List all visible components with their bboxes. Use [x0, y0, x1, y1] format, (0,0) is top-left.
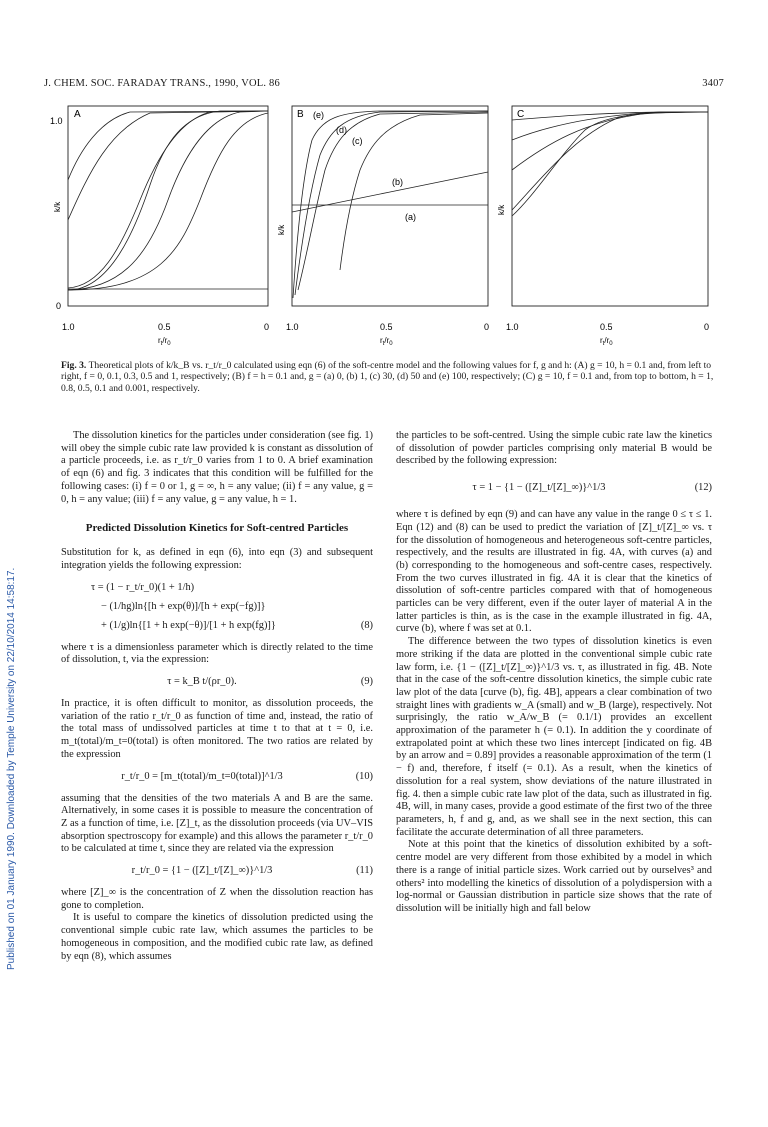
panel-b-xlabel: $r_t/r_0$: [380, 336, 393, 347]
curve-a-top2: [68, 111, 268, 220]
panel-b-label: B: [297, 109, 304, 120]
paragraph: The difference between the two types of dissolution kinetics is even more striking if the data are plotted in the conventional simple cubic rate law form, i.e. {1 − ([Z]_t/[Z]_∞)}^1/3 vs. τ, as illustrated in fig. 4B. Note that in the case of the soft-centre dissolution kinetics, the simple cubic rate law plot of the data [curve (b), fig. 4B], appears a clear combination of two straight lines with gradients w_A (small) and w_B (large), respectively. Not surprisingly, the ratio w_A/w_B (= 0.1/1) provides an excellent approximation of the parameter h (= 0.1). In addition the y coordinate of extrapolated point at which these two lines intercept [indicated on fig. 4B by an arrow and = 0.89] provides a reasonable approximation of the term (1 − f) and, therefore, f itself (= 0.1). As a result, when the kinetics of dissolution for a real system, show deviations of the nature illustrated in fig. 4. then a simple cubic rate law plot of the data, such as illustrated in fig. 4B, will, in many cases, provide a good estimate of the first two of the three parameters, h, f and g, and, as we shall see in the next section, this can facilitate the accurate determination of all three parameters.: [396, 636, 712, 838]
equation-9: τ = k_B t/(ρr_0). (9): [167, 676, 373, 688]
panel-b-ylabel: k/k: [277, 224, 286, 235]
panel-a-xtick-0: 0: [264, 322, 270, 332]
panel-c-ylabel: k/k: [497, 204, 506, 215]
curve-b-d: [295, 111, 488, 295]
panel-b-xtick-05: 0.5: [380, 322, 393, 332]
paragraph: the particles to be soft-centred. Using the simple cubic rate law the kinetics of dissolution of powder particles comprising only material B would be described by the following expression:: [396, 430, 712, 467]
panel-c-label: C: [517, 109, 525, 120]
panel-b-label-d: (d): [336, 125, 347, 135]
equation-11: r_t/r_0 = {1 − ([Z]_t/[Z]_∞)}^1/3 (11): [131, 865, 373, 877]
equation-10: r_t/r_0 = [m_t(total)/m_t=0(total)]^1/3 (10): [121, 770, 373, 782]
panel-c-xtick-1: 1.0: [506, 322, 519, 332]
panel-b-label-a: (a): [405, 212, 416, 222]
journal-header: J. CHEM. SOC. FARADAY TRANS., 1990, VOL. 86: [44, 78, 280, 89]
panel-b-xtick-0: 0: [484, 322, 490, 332]
curve-b-e: [293, 111, 488, 298]
paragraph: assuming that the densities of the two materials A and B are the same. Alternatively, in some cases it is possible to measure the concentration of Z as a function of time, i.e. [Z]_t, as the dissolution proceeds (via UV–VIS absorption spectroscopy for example) and this allows the parameter r_t/r_0 to be calculated at time t, since they are related via the expression: [61, 792, 373, 855]
figure-3: [40, 100, 730, 350]
panel-a-ytick-bottom: 0: [56, 301, 62, 311]
curve-b-c: [298, 112, 488, 290]
panel-a-xtick-1: 1.0: [62, 322, 75, 332]
curve-c-h05: [512, 112, 708, 170]
panel-c-xtick-0: 0: [704, 322, 710, 332]
panel-a-xlabel: $r_t/r_0$: [158, 336, 171, 347]
panel-b-label-c: (c): [352, 136, 363, 146]
curve-b-b: [292, 172, 488, 212]
panel-c-frame: [512, 106, 708, 306]
paragraph: where [Z]_∞ is the concentration of Z when the dissolution reaction has gone to completion.: [61, 887, 373, 911]
curve-c-h0001: [512, 112, 708, 216]
panel-a-frame: [68, 106, 268, 306]
section-heading: Predicted Dissolution Kinetics for Soft-centred Particles: [85, 522, 349, 535]
right-column: [396, 430, 712, 916]
panel-b-label-e: (e): [313, 110, 324, 120]
curve-c-h08: [512, 112, 708, 140]
panel-b-xtick-1: 1.0: [286, 322, 299, 332]
curve-c-h01: [512, 112, 708, 210]
panel-a-ytick-top: 1.0: [50, 116, 63, 126]
paragraph: Substitution for k, as defined in eqn (6), into eqn (3) and subsequent integration yields the following expression:: [61, 547, 373, 571]
paragraph: The dissolution kinetics for the particles under consideration (see fig. 1) will obey the simple cubic rate law provided k is constant as dissolution of a particle proceeds, i.e. as r_t/r_0 varies from 1 to 0. A brief examination of eqn (6) and fig. 3 indicates that this condition will be fulfilled for the following cases: (i) f = 0 or 1, g = ∞, h = any value; (ii) f = any value, g = 0, h = any value; (iii) f = any value, g = any value, h = 1.: [61, 430, 373, 505]
page-number: 3407: [702, 78, 724, 89]
download-notice: Published on 01 January 1990. Downloaded by Temple University on 22/10/2014 14:58:17.: [6, 567, 17, 970]
equation-8: τ = (1 − r_t/r_0)(1 + 1/h) − (1/hg)ln{[h + exp(θ)]/[h + exp(−fg)]} + (1/g)ln{[1 + h exp(−θ)]/[1 + h exp(fg)]} (8): [91, 581, 373, 631]
panel-a-ylabel: k/k: [53, 201, 62, 212]
panel-c-xtick-05: 0.5: [600, 322, 613, 332]
panel-a-label: A: [74, 109, 81, 120]
equation-12: τ = 1 − {1 − ([Z]_t/[Z]_∞)}^1/3 (12): [472, 482, 712, 494]
panel-a-xtick-05: 0.5: [158, 322, 171, 332]
paragraph: In practice, it is often difficult to monitor, as dissolution proceeds, the variation of the ratio r_t/r_0 as function of time and, instead, the ratio of the total mass of undissolved particles at time t to that at t = 0, i.e. m_t(total)/m_t=0(total) is often monitored. The two ratios are related by the expression: [61, 698, 373, 760]
paragraph: where τ is a dimensionless parameter which is directly related to the time of dissolution, t, via the expression:: [61, 641, 373, 666]
curve-a-f05: [68, 113, 268, 290]
panel-a-curves: [68, 111, 268, 290]
panel-b-label-b: (b): [392, 177, 403, 187]
paragraph: where τ is defined by eqn (9) and can have any value in the range 0 ≤ τ ≤ 1. Eqn (12) and (8) can be used to predict the variation of [Z]_t/[Z]_∞ vs. τ for the dissolution of homogeneous and heterogeneous soft-centre particles, respectively, and the results are illustrated in fig. 4A, with curves (a) and (b) corresponding to the homogeneous and soft-centre cases, respectively. From the two curves illustrated in fig. 4A it is clear that the kinetics of dissolution of soft-centre particles compared with that of homogeneous particles can be very different, even if the outer layer of material A in the latter particles is thin, as is the case in the example illustrated in fig. 4A, curve (b), where f was set at 0.1.: [396, 509, 712, 635]
panel-c-curves: [512, 112, 708, 216]
paragraph: Note at this point that the kinetics of dissolution exhibited by a soft-centre model are very different from those exhibited by a model in which there is a range of initial particle sizes. Work carried out by ourselves³ and others² into modelling the kinetics of dissolution of a polydispersion with a log-normal or Gaussian distribution in particle size shows that the rate of dissolution will be initially high and fall below: [396, 839, 712, 914]
curve-a-f01: [68, 111, 268, 290]
panel-c-xlabel: $r_t/r_0$: [600, 336, 613, 347]
running-header: [44, 78, 724, 94]
left-column: [61, 430, 373, 963]
paragraph: It is useful to compare the kinetics of dissolution predicted using the conventional simple cubic rate law, which assumes the particles to be homogeneous in composition, and the modified cubic rate law, as defined by eqn (8), which assumes: [61, 912, 373, 962]
figure-caption: Fig. 3. Theoretical plots of k/k_B vs. r_t/r_0 calculated using eqn (6) of the soft-centre model and the following values for f, g and h: (A) g = 10, h = 0.1 and, from left to right, f = 0, 0.1, 0.3, 0.5 and 1, respectively; (B) f = h = 0.1 and, g = (a) 0, (b) 1, (c) 30, (d) 50 and (e) 100, respectively; (C) g = 10, f = 0.1 and, from top to bottom, h = 1, 0.8, 0.5, 0.1 and 0.001, respectively.: [61, 360, 714, 394]
panel-b-curves: [292, 111, 488, 298]
